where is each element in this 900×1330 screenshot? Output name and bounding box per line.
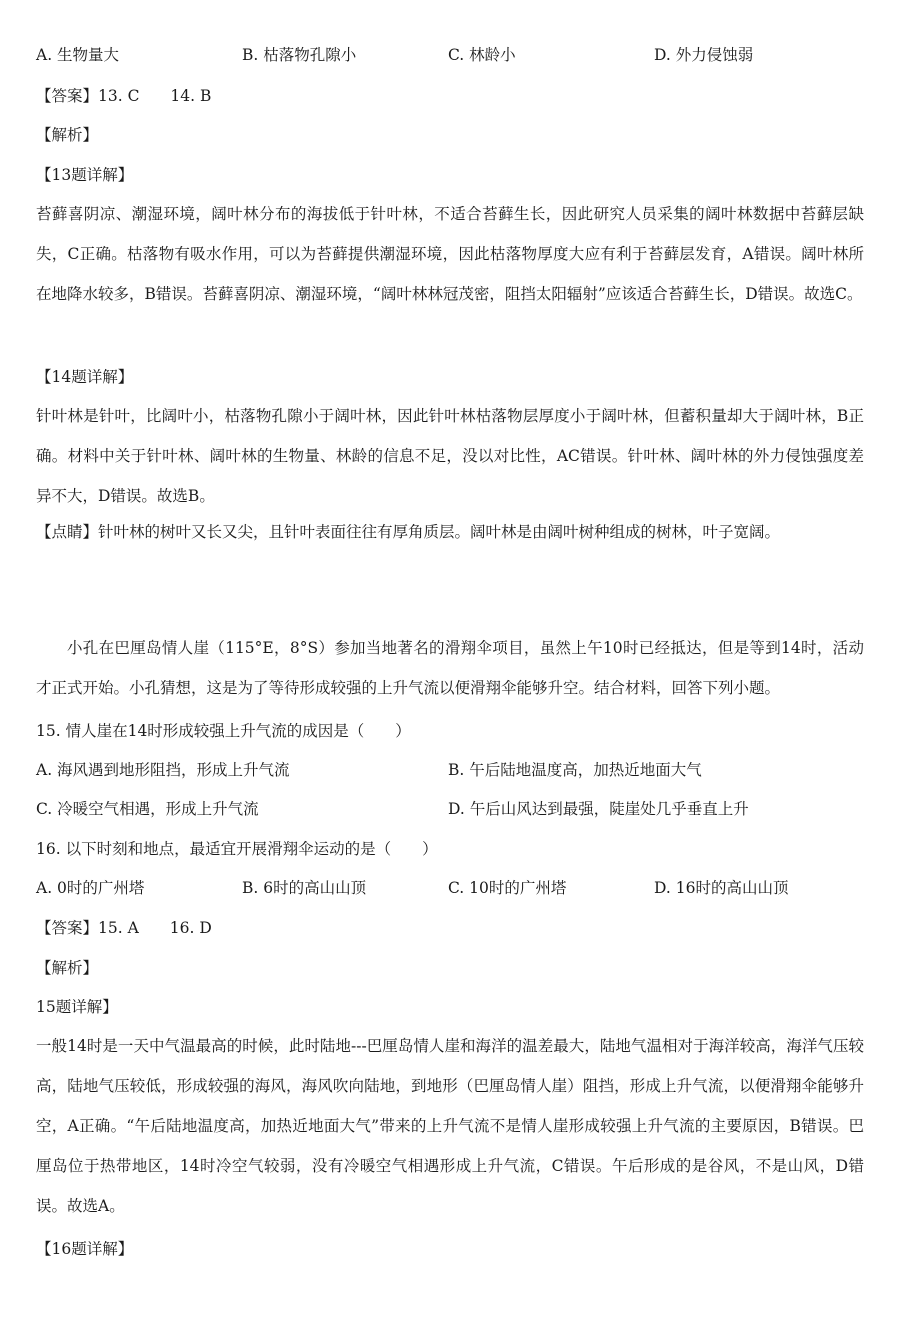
detail-13-text: 苔藓喜阴凉、潮湿环境，阔叶林分布的海拔低于针叶林，不适合苔藓生长，因此研究人员采集的阔叶林数据中苔藓层缺失，C正确。枯落物有吸水作用，可以为苔藓提供潮湿环境，因此枯落物厚度大应有利于苔藓层发育，A错误。阔叶林所在地降水较多，B错误。苔藓喜阴凉、潮湿环境，“阔叶林林冠茂密，阻挡太阳辐射”应该适合苔藓生长，D错误。故选C。 — [36, 205, 864, 303]
q15-options-row-2 — [36, 798, 860, 820]
q16-option-d: D. 16时的高山山顶 — [654, 879, 789, 897]
q15-stem: 15. 情人崖在14时形成较强上升气流的成因是（ ） — [36, 722, 411, 740]
detail-15-title: 15题详解】 — [36, 998, 118, 1016]
detail-13-title: 【13题详解】 — [36, 166, 134, 184]
q15-option-c: C. 冷暖空气相遇，形成上升气流 — [36, 800, 259, 818]
detail-14-text: 针叶林是针叶，比阔叶小，枯落物孔隙小于阔叶林，因此针叶林枯落物层厚度小于阔叶林，但蓄积量却大于阔叶林，B正确。材料中关于针叶林、阔叶林的生物量、林龄的信息不足，没以对比性，AC错误。针叶林、阔叶林的外力侵蚀强度差异不大，D错误。故选B。 — [36, 407, 864, 505]
tip-note: 【点睛】针叶林的树叶又长又尖，且针叶表面往往有厚角质层。阔叶林是由阔叶树种组成的树林，叶子宽阔。 — [36, 523, 781, 541]
q16-option-c: C. 10时的广州塔 — [448, 879, 567, 897]
q15-options-row-1 — [36, 759, 860, 781]
q16-option-b: B. 6时的高山山顶 — [242, 879, 367, 897]
option-a: A. 生物量大 — [36, 46, 120, 64]
option-d: D. 外力侵蚀弱 — [654, 46, 754, 64]
material-text: 小孔在巴厘岛情人崖（115°E，8°S）参加当地著名的滑翔伞项目，虽然上午10时已经抵达，但是等到14时，活动才正式开始。小孔猜想，这是为了等待形成较强的上升气流以便滑翔伞能够升空。结合材料，回答下列小题。 — [36, 639, 864, 697]
detail-16-title: 【16题详解】 — [36, 1240, 134, 1258]
q16-options — [36, 877, 860, 899]
q15-option-b: B. 午后陆地温度高，加热近地面大气 — [448, 761, 702, 779]
analysis-heading-2: 【解析】 — [36, 959, 99, 977]
q15-option-d: D. 午后山风达到最强，陡崖处几乎垂直上升 — [448, 800, 749, 818]
option-b: B. 枯落物孔隙小 — [242, 46, 357, 64]
answer-13-14: 【答案】13. C 14. B — [36, 87, 212, 105]
option-c: C. 林龄小 — [448, 46, 516, 64]
analysis-heading-1: 【解析】 — [36, 126, 99, 144]
q15-option-a: A. 海风遇到地形阻挡，形成上升气流 — [36, 761, 290, 779]
answer-15-16: 【答案】15. A 16. D — [36, 919, 212, 937]
q16-option-a: A. 0时的广州塔 — [36, 879, 145, 897]
q16-stem: 16. 以下时刻和地点，最适宜开展滑翔伞运动的是（ ） — [36, 840, 438, 858]
detail-15-text: 一般14时是一天中气温最高的时候，此时陆地---巴厘岛情人崖和海洋的温差最大，陆地气温相对于海洋较高，海洋气压较高，陆地气压较低，形成较强的海风，海风吹向陆地，到地形（巴厘岛情人崖）阻挡，形成上升气流，以便滑翔伞能够升空，A正确。“午后陆地温度高，加热近地面大气”带来的上升气流不是情人崖形成较强上升气流的主要原因，B错误。巴厘岛位于热带地区，14时冷空气较弱，没有冷暖空气相遇形成上升气流，C错误。午后形成的是谷风，不是山风，D错误。故选A。 — [36, 1037, 864, 1215]
detail-14-title: 【14题详解】 — [36, 368, 134, 386]
q14-options — [36, 44, 860, 66]
